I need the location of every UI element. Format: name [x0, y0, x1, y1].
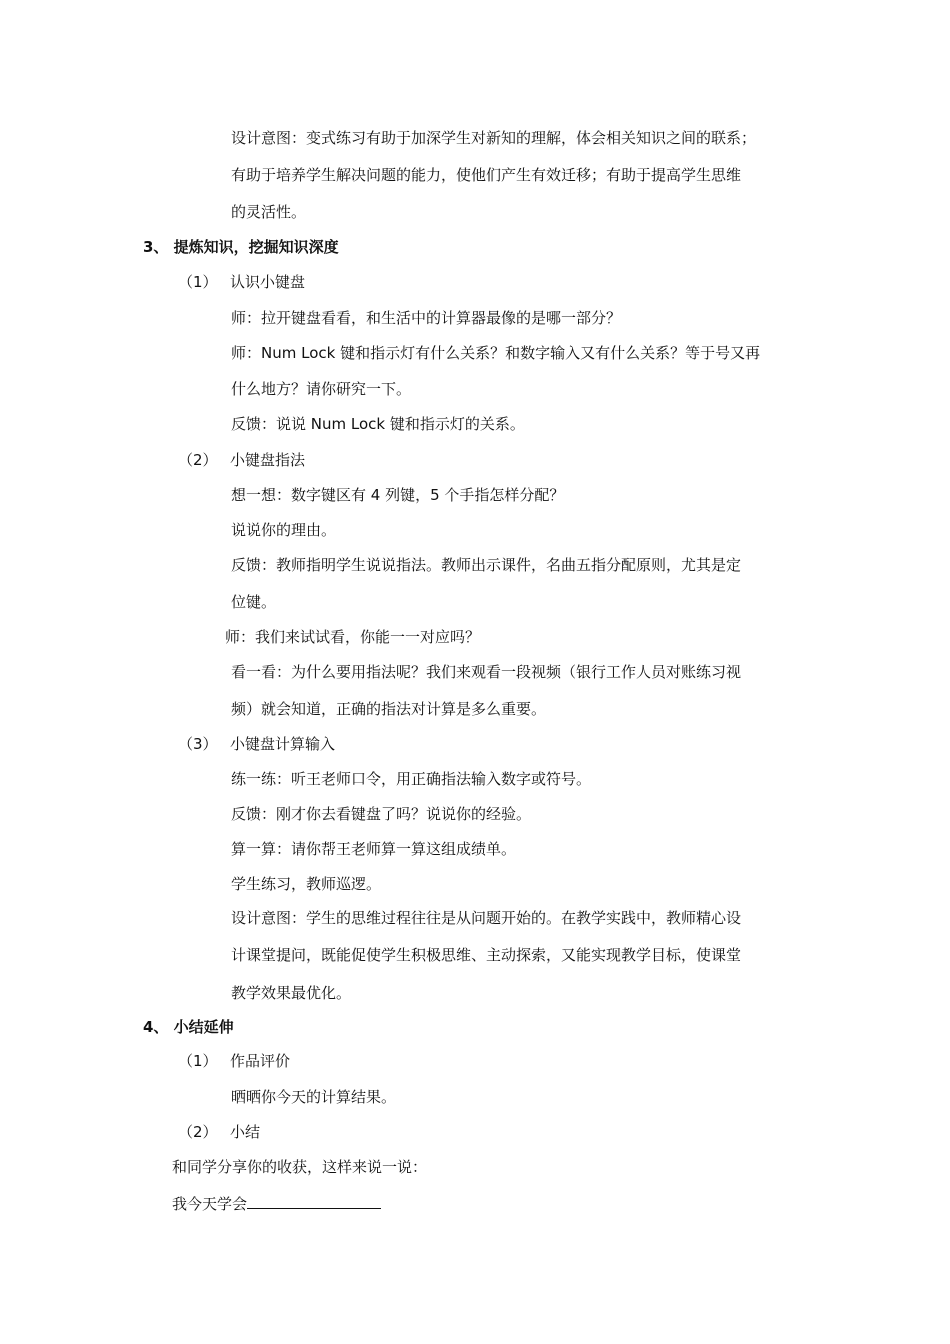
subsection-heading: [178, 272, 305, 292]
body-line: 计课堂提问，既能促使学生积极思维、主动探索，又能实现教学目标，使课堂: [231, 946, 742, 964]
section-heading: 4、 小结延伸: [143, 1018, 234, 1036]
subsection-title: 作品评价: [230, 1052, 291, 1070]
body-line: 什么地方？请你研究一下。: [231, 380, 412, 398]
section-heading: 3、 提炼知识，挖掘知识深度: [143, 238, 339, 256]
body-line: 位键。: [231, 593, 277, 611]
subsection-number: （3）: [178, 735, 218, 753]
body-line: 学生练习，教师巡逻。: [231, 875, 382, 893]
subsection-title: 小键盘计算输入: [230, 735, 336, 753]
design-intent-line: 设计意图：变式练习有助于加深学生对新知的理解，体会相关知识之间的联系；: [231, 129, 757, 147]
subsection-heading: [178, 450, 305, 470]
design-intent-line: 有助于培养学生解决问题的能力，使他们产生有效迁移；有助于提高学生思维: [231, 166, 742, 184]
subsection-number: （1）: [178, 273, 218, 291]
subsection-number: （2）: [178, 451, 218, 469]
subsection-title: 认识小键盘: [230, 273, 306, 291]
body-line: 师：Num Lock 键和指示灯有什么关系？和数字输入又有什么关系？等于号又再: [231, 344, 761, 362]
design-intent-line: 的灵活性。: [231, 203, 307, 221]
share-prompt: 和同学分享你的收获，这样来说一说：: [172, 1158, 428, 1176]
subsection-heading: [178, 1051, 290, 1071]
body-line: 师：我们来试试看，你能一一对应吗？: [225, 628, 481, 646]
body-line: 算一算：请你帮王老师算一算这组成绩单。: [231, 840, 517, 858]
subsection-title: 小键盘指法: [230, 451, 306, 469]
body-line: 设计意图：学生的思维过程往往是从问题开始的。在教学实践中，教师精心设: [231, 909, 742, 927]
body-line: 教学效果最优化。: [231, 984, 352, 1002]
body-line: 说说你的理由。: [231, 521, 337, 539]
body-line: 晒晒你今天的计算结果。: [231, 1088, 397, 1106]
body-line: 频）就会知道，正确的指法对计算是多么重要。: [231, 700, 547, 718]
subsection-heading: [178, 734, 335, 754]
body-line: 反馈：说说 Num Lock 键和指示灯的关系。: [231, 415, 525, 433]
body-line: 师：拉开键盘看看，和生活中的计算器最像的是哪一部分？: [231, 309, 622, 327]
fill-in-prompt: [172, 1192, 381, 1214]
body-line: 想一想：数字键区有 4 列键，5 个手指怎样分配？: [231, 486, 565, 504]
body-line: 看一看：为什么要用指法呢？我们来观看一段视频（银行工作人员对账练习视: [231, 663, 742, 681]
subsection-number: （2）: [178, 1123, 218, 1141]
body-line: 反馈：刚才你去看键盘了吗？说说你的经验。: [231, 805, 532, 823]
subsection-title: 小结: [230, 1123, 261, 1141]
body-line: 练一练：听王老师口令，用正确指法输入数字或符号。: [231, 770, 592, 788]
body-line: 反馈：教师指明学生说说指法。教师出示课件，名曲五指分配原则，尤其是定: [231, 556, 742, 574]
answer-blank-line: [247, 1192, 381, 1209]
fill-in-label: 我今天学会: [172, 1195, 248, 1213]
subsection-heading: [178, 1122, 260, 1142]
subsection-number: （1）: [178, 1052, 218, 1070]
